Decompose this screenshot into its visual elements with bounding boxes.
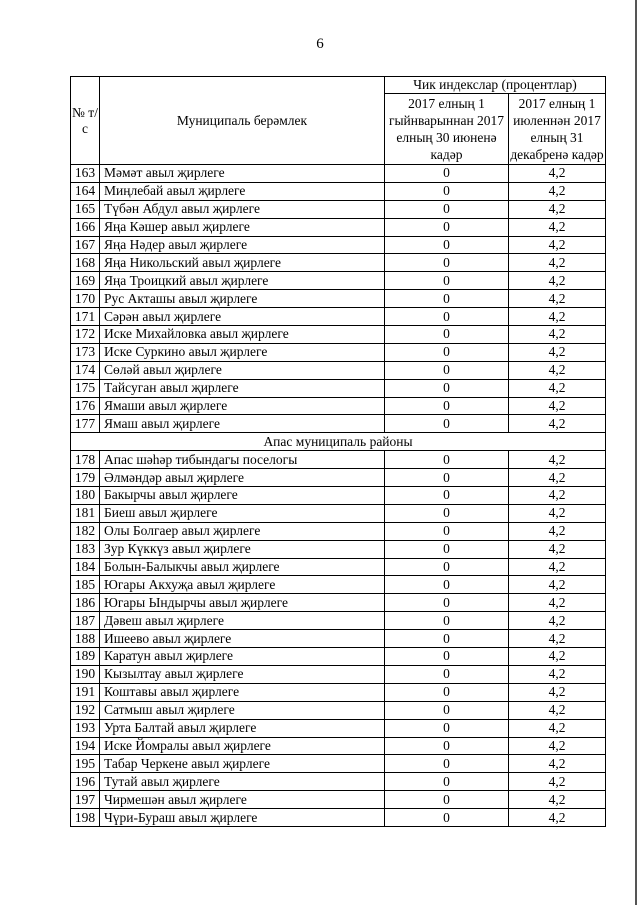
row-municipality: Ямаш авыл җирлеге bbox=[100, 415, 385, 433]
row-municipality: Сөләй авыл җирлеге bbox=[100, 361, 385, 379]
row-value-second-half: 4,2 bbox=[509, 308, 606, 326]
table-row bbox=[71, 612, 606, 630]
table-row bbox=[71, 379, 606, 397]
table-row bbox=[71, 469, 606, 487]
table-row bbox=[71, 487, 606, 505]
row-number: 174 bbox=[71, 361, 100, 379]
row-value-second-half: 4,2 bbox=[509, 594, 606, 612]
row-value-second-half: 4,2 bbox=[509, 665, 606, 683]
row-value-first-half: 0 bbox=[385, 236, 509, 254]
row-municipality: Ямаши авыл җирлеге bbox=[100, 397, 385, 415]
row-value-first-half: 0 bbox=[385, 379, 509, 397]
row-municipality: Каратун авыл җирлеге bbox=[100, 648, 385, 666]
row-number: 185 bbox=[71, 576, 100, 594]
row-value-second-half: 4,2 bbox=[509, 487, 606, 505]
table-row bbox=[71, 594, 606, 612]
table-row bbox=[71, 773, 606, 791]
table-row bbox=[71, 451, 606, 469]
row-value-second-half: 4,2 bbox=[509, 165, 606, 183]
row-value-second-half: 4,2 bbox=[509, 200, 606, 218]
row-municipality: Урта Балтай авыл җирлеге bbox=[100, 719, 385, 737]
row-number: 182 bbox=[71, 522, 100, 540]
row-value-second-half: 4,2 bbox=[509, 254, 606, 272]
row-value-first-half: 0 bbox=[385, 504, 509, 522]
row-municipality: Олы Болгаер авыл җирлеге bbox=[100, 522, 385, 540]
table-row bbox=[71, 343, 606, 361]
table-row bbox=[71, 576, 606, 594]
row-municipality: Иске Йомралы авыл җирлеге bbox=[100, 737, 385, 755]
row-value-first-half: 0 bbox=[385, 594, 509, 612]
table-row bbox=[71, 809, 606, 827]
row-value-second-half: 4,2 bbox=[509, 701, 606, 719]
row-value-first-half: 0 bbox=[385, 809, 509, 827]
header-limit-indexes: Чик индекслар (процентлар) bbox=[385, 77, 606, 94]
row-value-second-half: 4,2 bbox=[509, 326, 606, 344]
header-number: № т/с bbox=[71, 77, 100, 165]
row-municipality: Түбән Абдул авыл җирлеге bbox=[100, 200, 385, 218]
row-value-first-half: 0 bbox=[385, 308, 509, 326]
row-number: 181 bbox=[71, 504, 100, 522]
row-municipality: Яңа Нәдер авыл җирлеге bbox=[100, 236, 385, 254]
row-number: 165 bbox=[71, 200, 100, 218]
table-row bbox=[71, 200, 606, 218]
table-row bbox=[71, 737, 606, 755]
row-value-second-half: 4,2 bbox=[509, 755, 606, 773]
table-row bbox=[71, 719, 606, 737]
row-value-first-half: 0 bbox=[385, 218, 509, 236]
row-value-second-half: 4,2 bbox=[509, 522, 606, 540]
row-value-second-half: 4,2 bbox=[509, 719, 606, 737]
row-number: 190 bbox=[71, 665, 100, 683]
row-value-first-half: 0 bbox=[385, 397, 509, 415]
row-value-second-half: 4,2 bbox=[509, 504, 606, 522]
row-number: 187 bbox=[71, 612, 100, 630]
row-number: 191 bbox=[71, 683, 100, 701]
row-number: 186 bbox=[71, 594, 100, 612]
row-value-first-half: 0 bbox=[385, 361, 509, 379]
table-row bbox=[71, 397, 606, 415]
row-municipality: Сатмыш авыл җирлеге bbox=[100, 701, 385, 719]
table-row bbox=[71, 182, 606, 200]
row-municipality: Иске Суркино авыл җирлеге bbox=[100, 343, 385, 361]
row-municipality: Болын-Балыкчы авыл җирлеге bbox=[100, 558, 385, 576]
row-municipality: Рус Акташы авыл җирлеге bbox=[100, 290, 385, 308]
row-municipality: Табар Черкене авыл җирлеге bbox=[100, 755, 385, 773]
row-municipality: Тутай авыл җирлеге bbox=[100, 773, 385, 791]
table-row bbox=[71, 522, 606, 540]
row-number: 197 bbox=[71, 791, 100, 809]
row-value-first-half: 0 bbox=[385, 272, 509, 290]
row-municipality: Яңа Кәшер авыл җирлеге bbox=[100, 218, 385, 236]
table-row bbox=[71, 361, 606, 379]
row-municipality: Әлмәндәр авыл җирлеге bbox=[100, 469, 385, 487]
table-row bbox=[71, 290, 606, 308]
row-value-first-half: 0 bbox=[385, 665, 509, 683]
row-value-second-half: 4,2 bbox=[509, 683, 606, 701]
table-body-section-a bbox=[71, 165, 606, 433]
row-municipality: Коштавы авыл җирлеге bbox=[100, 683, 385, 701]
row-value-first-half: 0 bbox=[385, 326, 509, 344]
row-municipality: Апас шәһәр тибындагы поселогы bbox=[100, 451, 385, 469]
row-value-second-half: 4,2 bbox=[509, 576, 606, 594]
row-municipality: Ишеево авыл җирлеге bbox=[100, 630, 385, 648]
table-row bbox=[71, 236, 606, 254]
table-row bbox=[71, 308, 606, 326]
header-period-second-half: 2017 елның 1 июленнән 2017 елның 31 декабренә кадәр bbox=[509, 94, 606, 165]
row-value-first-half: 0 bbox=[385, 254, 509, 272]
row-municipality: Миңлебай авыл җирлеге bbox=[100, 182, 385, 200]
row-municipality: Сәрән авыл җирлеге bbox=[100, 308, 385, 326]
row-number: 177 bbox=[71, 415, 100, 433]
row-value-second-half: 4,2 bbox=[509, 469, 606, 487]
row-value-first-half: 0 bbox=[385, 558, 509, 576]
row-value-second-half: 4,2 bbox=[509, 218, 606, 236]
row-value-first-half: 0 bbox=[385, 522, 509, 540]
table-row bbox=[71, 326, 606, 344]
table-row bbox=[71, 791, 606, 809]
header-period-first-half: 2017 елның 1 гыйнварыннан 2017 елның 30 июненә кадәр bbox=[385, 94, 509, 165]
row-number: 180 bbox=[71, 487, 100, 505]
row-number: 194 bbox=[71, 737, 100, 755]
row-municipality: Дәвеш авыл җирлеге bbox=[100, 612, 385, 630]
row-value-second-half: 4,2 bbox=[509, 361, 606, 379]
row-value-first-half: 0 bbox=[385, 576, 509, 594]
row-value-second-half: 4,2 bbox=[509, 540, 606, 558]
row-number: 175 bbox=[71, 379, 100, 397]
row-number: 169 bbox=[71, 272, 100, 290]
row-value-first-half: 0 bbox=[385, 469, 509, 487]
row-number: 193 bbox=[71, 719, 100, 737]
section-row bbox=[71, 433, 606, 451]
row-value-second-half: 4,2 bbox=[509, 343, 606, 361]
table-row bbox=[71, 504, 606, 522]
page-number: 6 bbox=[316, 36, 324, 52]
row-value-first-half: 0 bbox=[385, 737, 509, 755]
row-number: 178 bbox=[71, 451, 100, 469]
table-row bbox=[71, 683, 606, 701]
table-row bbox=[71, 218, 606, 236]
row-municipality: Кызылтау авыл җирлеге bbox=[100, 665, 385, 683]
row-municipality: Чүри-Бураш авыл җирлеге bbox=[100, 809, 385, 827]
row-value-first-half: 0 bbox=[385, 200, 509, 218]
row-number: 170 bbox=[71, 290, 100, 308]
row-number: 196 bbox=[71, 773, 100, 791]
row-value-second-half: 4,2 bbox=[509, 379, 606, 397]
row-municipality: Бакырчы авыл җирлеге bbox=[100, 487, 385, 505]
row-value-second-half: 4,2 bbox=[509, 451, 606, 469]
row-number: 198 bbox=[71, 809, 100, 827]
table-row bbox=[71, 558, 606, 576]
row-value-first-half: 0 bbox=[385, 648, 509, 666]
row-municipality: Тайсуган авыл җирлеге bbox=[100, 379, 385, 397]
row-number: 192 bbox=[71, 701, 100, 719]
row-value-second-half: 4,2 bbox=[509, 773, 606, 791]
row-municipality: Чирмешән авыл җирлеге bbox=[100, 791, 385, 809]
table-row bbox=[71, 630, 606, 648]
row-municipality: Югары Акхуҗа авыл җирлеге bbox=[100, 576, 385, 594]
row-number: 166 bbox=[71, 218, 100, 236]
row-value-second-half: 4,2 bbox=[509, 648, 606, 666]
row-value-first-half: 0 bbox=[385, 755, 509, 773]
row-number: 176 bbox=[71, 397, 100, 415]
rate-limits-table bbox=[70, 76, 606, 827]
table-row bbox=[71, 272, 606, 290]
row-municipality: Яңа Никольский авыл җирлеге bbox=[100, 254, 385, 272]
row-value-second-half: 4,2 bbox=[509, 415, 606, 433]
row-number: 167 bbox=[71, 236, 100, 254]
row-number: 171 bbox=[71, 308, 100, 326]
row-value-first-half: 0 bbox=[385, 683, 509, 701]
row-value-second-half: 4,2 bbox=[509, 791, 606, 809]
row-municipality: Зур Күккүз авыл җирлеге bbox=[100, 540, 385, 558]
row-municipality: Югары Ындырчы авыл җирлеге bbox=[100, 594, 385, 612]
row-value-first-half: 0 bbox=[385, 612, 509, 630]
row-value-first-half: 0 bbox=[385, 701, 509, 719]
row-value-second-half: 4,2 bbox=[509, 630, 606, 648]
row-number: 188 bbox=[71, 630, 100, 648]
row-value-first-half: 0 bbox=[385, 415, 509, 433]
row-value-first-half: 0 bbox=[385, 343, 509, 361]
row-value-first-half: 0 bbox=[385, 487, 509, 505]
row-number: 189 bbox=[71, 648, 100, 666]
row-value-second-half: 4,2 bbox=[509, 809, 606, 827]
row-value-first-half: 0 bbox=[385, 719, 509, 737]
table-body-section-b bbox=[71, 451, 606, 827]
table-row bbox=[71, 415, 606, 433]
table-row bbox=[71, 648, 606, 666]
row-value-first-half: 0 bbox=[385, 791, 509, 809]
table-row bbox=[71, 701, 606, 719]
row-value-second-half: 4,2 bbox=[509, 272, 606, 290]
row-value-second-half: 4,2 bbox=[509, 182, 606, 200]
row-value-first-half: 0 bbox=[385, 290, 509, 308]
row-value-first-half: 0 bbox=[385, 182, 509, 200]
row-number: 163 bbox=[71, 165, 100, 183]
row-number: 164 bbox=[71, 182, 100, 200]
table-row bbox=[71, 540, 606, 558]
row-number: 172 bbox=[71, 326, 100, 344]
row-value-second-half: 4,2 bbox=[509, 290, 606, 308]
row-value-first-half: 0 bbox=[385, 451, 509, 469]
row-value-second-half: 4,2 bbox=[509, 737, 606, 755]
section-title: Апас муниципаль районы bbox=[71, 433, 606, 451]
row-municipality: Мәмәт авыл җирлеге bbox=[100, 165, 385, 183]
table-row bbox=[71, 254, 606, 272]
row-municipality: Иске Михайловка авыл җирлеге bbox=[100, 326, 385, 344]
row-value-second-half: 4,2 bbox=[509, 397, 606, 415]
scan-edge-line bbox=[635, 0, 637, 905]
row-number: 184 bbox=[71, 558, 100, 576]
row-number: 195 bbox=[71, 755, 100, 773]
row-value-second-half: 4,2 bbox=[509, 558, 606, 576]
row-number: 173 bbox=[71, 343, 100, 361]
row-municipality: Яңа Троицкий авыл җирлеге bbox=[100, 272, 385, 290]
table-row bbox=[71, 165, 606, 183]
row-value-first-half: 0 bbox=[385, 165, 509, 183]
row-number: 168 bbox=[71, 254, 100, 272]
row-value-second-half: 4,2 bbox=[509, 612, 606, 630]
row-value-second-half: 4,2 bbox=[509, 236, 606, 254]
row-value-first-half: 0 bbox=[385, 773, 509, 791]
row-number: 179 bbox=[71, 469, 100, 487]
row-municipality: Биеш авыл җирлеге bbox=[100, 504, 385, 522]
row-value-first-half: 0 bbox=[385, 630, 509, 648]
header-municipality: Муниципаль берәмлек bbox=[100, 77, 385, 165]
row-number: 183 bbox=[71, 540, 100, 558]
row-value-first-half: 0 bbox=[385, 540, 509, 558]
table-row bbox=[71, 755, 606, 773]
table-header bbox=[71, 77, 606, 165]
table-row bbox=[71, 665, 606, 683]
